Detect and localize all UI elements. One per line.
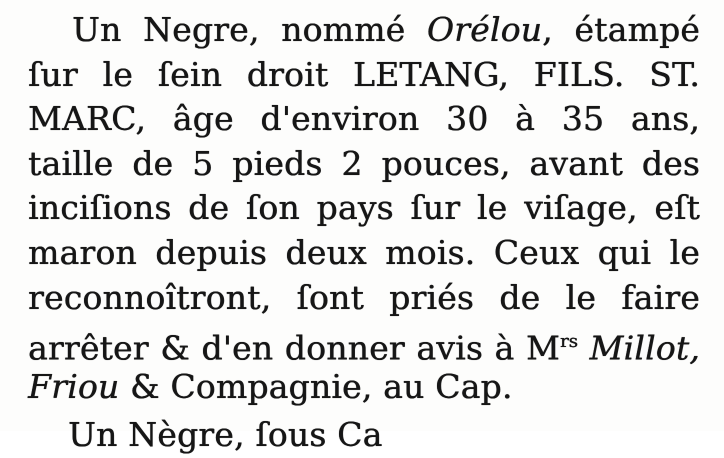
notice-line-4: taille de 5 pieds 2 pouces, avant des — [28, 143, 700, 183]
notice-line-1-start: Un Negre, nommé — [72, 10, 427, 49]
notice-line-2: ſur le ſein droit LETANG, FILS. ST. — [28, 54, 700, 94]
notice-line-7: reconnoîtront, ſont priés de le faire — [28, 277, 700, 317]
notice-line-1-end: , étampé — [542, 10, 700, 49]
notice-line-6: maron depuis deux mois. Ceux qui le — [28, 232, 700, 272]
notice-line-8-start: arrêter & d'en donner avis à M — [28, 328, 560, 368]
notice-line-5: inciſions de ſon pays ſur le viſage, eſt — [28, 188, 700, 228]
person-name-orelou: Orélou — [426, 10, 543, 49]
notice-line-9-end: & Compagnie, au Cap. — [119, 366, 513, 406]
runaway-notice — [28, 8, 700, 455]
notice-line-9 — [28, 365, 700, 410]
notice-line-3: MARC, âge d'environ 30 à 35 ans, — [28, 99, 700, 139]
contact-name-friou: Friou — [28, 366, 120, 406]
contact-name-millot: Millot, — [577, 328, 700, 368]
notice-line-1 — [28, 8, 700, 53]
notice-line-8 — [28, 320, 700, 368]
title-abbreviation: rs — [559, 331, 578, 353]
next-notice-partial-line: Un Nègre, ſous Ca — [68, 415, 383, 455]
